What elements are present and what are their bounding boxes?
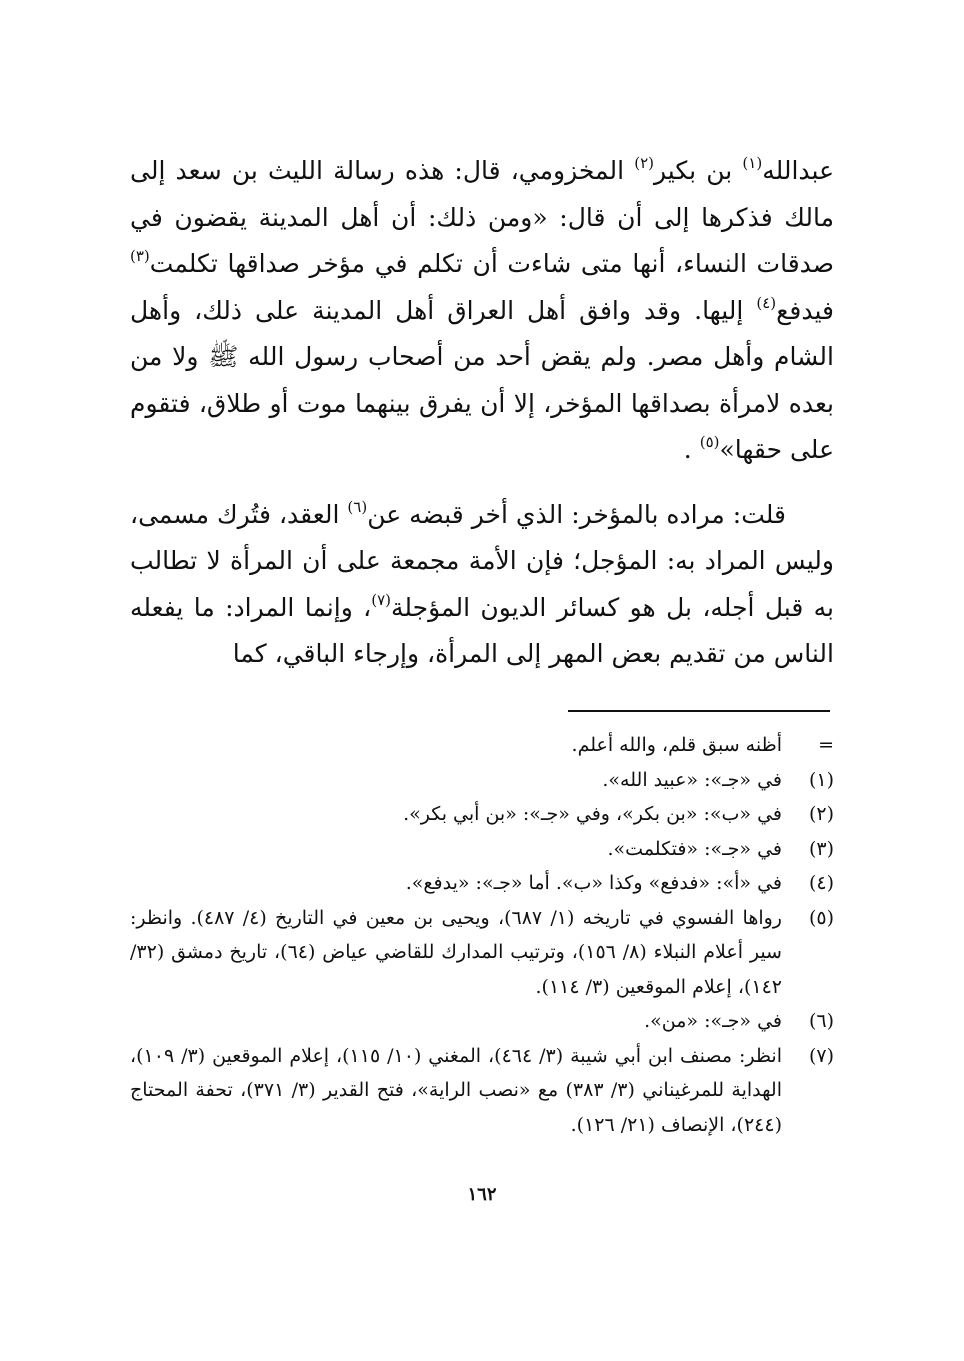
footnotes	[130, 728, 834, 1142]
footnote-continuation	[130, 728, 834, 763]
footnote-divider	[568, 710, 830, 712]
text-run: المخزومي، قال: هذه رسالة الليث بن سعد إلى مالك فذكرها إلى أن قال: «ومن ذلك: أن أهل المدينة يقضون في صدقات النساء، أنها متى شاءت أن تكلم في مؤخر صداقها تكلمت	[130, 156, 834, 278]
paragraph-1	[130, 148, 834, 474]
footnote-ref-7: (٧)	[371, 590, 391, 609]
footnote-ref-2: (٢)	[634, 154, 654, 172]
footnote-number: (٤)	[808, 872, 834, 894]
footnote-3	[130, 832, 834, 867]
footnote-number: (٥)	[808, 906, 834, 929]
page-number: ١٦٢	[467, 1184, 497, 1205]
footnote-number: (٦)	[808, 1010, 834, 1032]
footnote-4	[130, 866, 834, 901]
footnote-6	[130, 1004, 834, 1039]
footnote-ref-4: (٤)	[756, 293, 777, 312]
text-run: قلت: مراده بالمؤخر: الذي أخر قبضه عن	[367, 499, 786, 529]
footnote-text: انظر: مصنف ابن أبي شيبة (٣/ ٤٦٤)، المغني (١٠/ ١١٥)، إعلام الموقعين (٣/ ١٠٩)، الهداية للمرغيناني (٣/ ٣٨٣) مع «نصب الراية»، فتح القدير (٣/ ٣٧١)، تحفة المحتاج (٢٤٤)، الإنصاف (٢١/ ١٢٦).	[130, 1044, 782, 1136]
footnote-number: =	[818, 734, 834, 756]
footnote-text: رواها الفسوي في تاريخه (١/ ٦٨٧)، ويحيى بن معين في التاريخ (٤/ ٤٨٧). وانظر: سير أعلام النبلاء (٨/ ١٥٦)، وترتيب المدارك للقاضي عياض (٦٤)، تاريخ دمشق (٣٢/ ١٤٢)، إعلام الموقعين (٣/ ١١٤).	[130, 906, 782, 998]
footnote-number: (٢)	[808, 803, 834, 825]
footnote-ref-3: (٣)	[130, 247, 150, 265]
footnote-ref-5: (٥)	[699, 433, 720, 451]
text-run: فيدفع	[776, 295, 834, 325]
footnote-text: في «جـ»: «فتكلمت».	[607, 837, 782, 860]
footnote-ref-1: (١)	[742, 154, 763, 172]
footnote-text: في «أ»: «فدفع» وكذا «ب». أما «جـ»: «يدفع».	[405, 872, 782, 894]
footnote-1	[130, 763, 834, 798]
text-run: بن بكير	[654, 156, 743, 185]
footnote-ref-6: (٦)	[347, 497, 368, 516]
paragraph-2	[130, 492, 834, 678]
text-run: عبدالله	[762, 156, 835, 185]
main-text	[130, 148, 834, 678]
footnote-text: في «جـ»: «عبيد الله».	[602, 768, 782, 791]
text-run: ، وإنما المراد: ما يفعله الناس من تقديم بعض المهر إلى المرأة، وإرجاء الباقي، كما	[130, 592, 834, 668]
footnote-number: (٧)	[808, 1044, 834, 1067]
footnote-text: أظنه سبق قلم، والله أعلم.	[571, 734, 782, 756]
footnote-7	[130, 1039, 834, 1143]
footnote-number: (١)	[808, 768, 834, 791]
text-run: العقد، فتُرك مسمى، وليس المراد به: المؤجل؛ فإن الأمة مجمعة على أن المرأة لا تطالب به قبل أجله، بل هو كسائر الديون المؤجلة	[130, 499, 834, 622]
footnote-5	[130, 901, 834, 1005]
text-run: إليها. وقد وافق أهل العراق أهل المدينة على ذلك، وأهل الشام وأهل مصر. ولم يقض أحد من أصحاب رسول الله ﷺ ولا من بعده لامرأة بصداقها المؤخر، إلا أن يفرق بينهما موت أو طلاق، فتقوم على حقها»	[130, 295, 834, 464]
footnote-text: في «ب»: «بن بكر»، وفي «جـ»: «بن أبي بكر».	[403, 803, 782, 825]
footnote-number: (٣)	[808, 837, 834, 860]
text-run: .	[683, 435, 700, 464]
footnote-2	[130, 797, 834, 832]
footnote-text: في «جـ»: «من».	[644, 1010, 782, 1032]
